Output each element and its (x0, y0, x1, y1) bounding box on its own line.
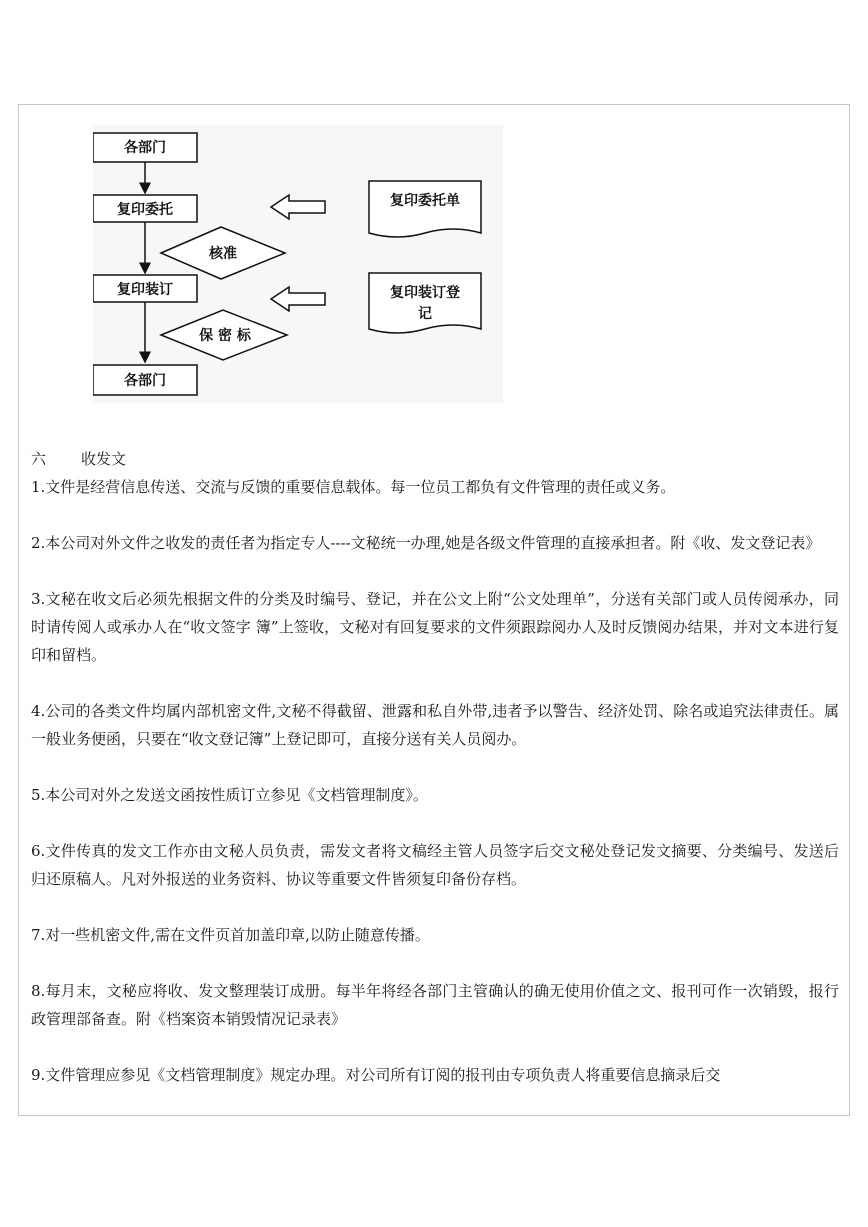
svg-text:复印委托: 复印委托 (117, 202, 173, 218)
paragraph-1: 1.文件是经营信息传送、交流与反馈的重要信息载体。每一位员工都负有文件管理的责任或义务。 (31, 478, 676, 496)
doc-copy-request-form (369, 181, 481, 237)
svg-text:记: 记 (418, 306, 432, 322)
svg-text:核准: 核准 (209, 246, 237, 262)
svg-text:复印委托单: 复印委托单 (390, 193, 460, 209)
section-number: 六 (31, 450, 47, 468)
copy-flowchart (93, 125, 503, 403)
paragraph-3: 3.文秘在收文后必须先根据文件的分类及时编号、登记，并在公文上附“公文处理单”，分送有关部门或人员传阅承办，同时请传阅人或承办人在“收文签字 簿”上签收，文秘对有回复要求的文件须跟踪阅办人及时反馈阅办结果，并对文本进行复印和留档。 (31, 590, 839, 664)
section-heading (31, 445, 839, 473)
paragraph-8: 8.每月末，文秘应将收、发文整理装订成册。每半年将经各部门主管确认的确无使用价值之文、报刊可作一次销毁，报行政管理部备查。附《档案资本销毁情况记录表》 (31, 982, 839, 1028)
doc-copy-binding-register (369, 273, 481, 333)
paragraph-9: 9.文件管理应参见《文档管理制度》规定办理。对公司所有订阅的报刊由专项负责人将重要信息摘录后交 (31, 1066, 721, 1084)
svg-text:复印装订: 复印装订 (117, 282, 173, 298)
svg-text:各部门: 各部门 (124, 373, 166, 389)
paragraph-4: 4.公司的各类文件均属内部机密文件,文秘不得截留、泄露和私自外带,违者予以警告、经济处罚、除名或追究法律责任。属一般业务便函，只要在“收文登记簿”上登记即可，直接分送有关人员阅办。 (31, 702, 839, 748)
document-body (31, 445, 839, 1116)
paragraph-7: 7.对一些机密文件,需在文件页首加盖印章,以防止随意传播。 (31, 926, 430, 944)
flow-box-copy-binding (93, 275, 197, 302)
flow-box-copy-request (93, 195, 197, 222)
flow-box-departments-top (93, 133, 197, 162)
page-frame (18, 104, 850, 1116)
svg-text:各部门: 各部门 (124, 140, 166, 156)
paragraph-2: 2.本公司对外文件之收发的责任者为指定专人----文秘统一办理,她是各级文件管理的直接承担者。附《收、发文登记表》 (31, 534, 821, 552)
paragraph-6: 6.文件传真的发文工作亦由文秘人员负责，需发文者将文稿经主管人员签字后交文秘处登记发文摘要、分类编号、发送后归还原稿人。凡对外报送的业务资料、协议等重要文件皆须复印备份存档。 (31, 842, 839, 888)
section-title: 收发文 (81, 450, 127, 468)
flow-box-departments-bottom (93, 365, 197, 395)
svg-text:保 密 标: 保 密 标 (199, 328, 251, 344)
paragraph-5: 5.本公司对外之发送文函按性质订立参见《文档管理制度》。 (31, 786, 428, 804)
svg-text:复印装订登: 复印装订登 (390, 285, 460, 301)
